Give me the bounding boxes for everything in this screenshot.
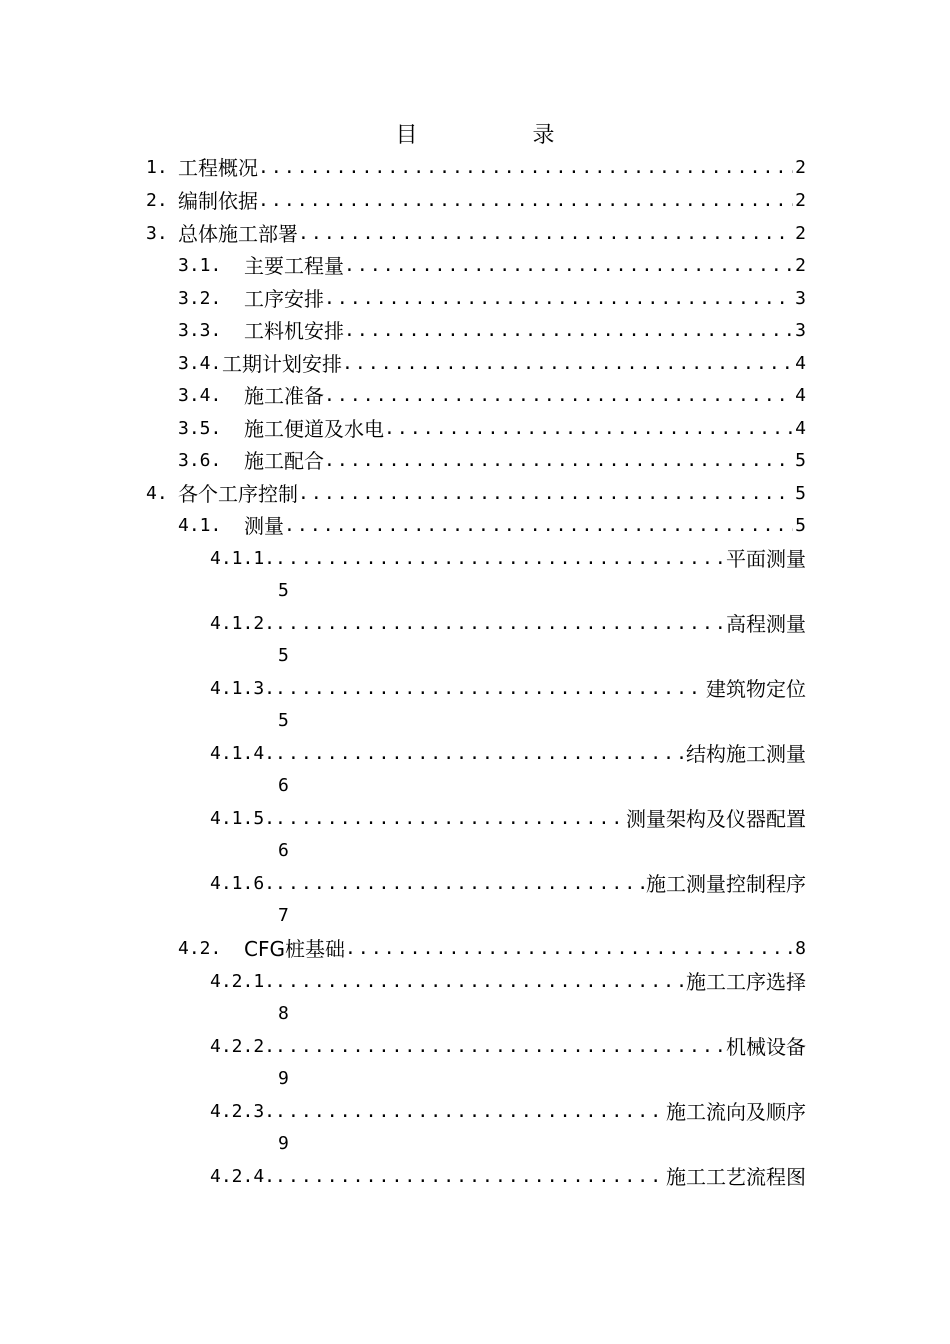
toc-entry[interactable] (210, 1031, 806, 1063)
toc-entry[interactable] (146, 152, 806, 184)
toc-entry-page: 6 (278, 775, 289, 796)
toc-entry-page: 9 (278, 1068, 289, 1089)
toc-entry-page: 5 (278, 710, 289, 731)
toc-entry[interactable] (146, 185, 806, 217)
toc-entry[interactable] (178, 380, 806, 412)
toc-entry-number: 4.1.5. (210, 808, 276, 829)
toc-entry-text: 结构施工测量 (686, 742, 806, 766)
toc-entry-text: 测量 (244, 514, 284, 538)
leader-dots (284, 510, 793, 542)
toc-entry-text: 施工便道及水电 (244, 417, 384, 441)
toc-entry-number: 2. (146, 190, 168, 211)
leader-dots (384, 413, 793, 445)
toc-entry[interactable] (178, 250, 806, 282)
toc-entry[interactable] (210, 543, 806, 575)
toc-entry-text: 工程概况 (178, 156, 258, 180)
leader-dots (298, 218, 793, 250)
leader-dots (345, 933, 793, 965)
toc-entry[interactable] (178, 933, 806, 965)
toc-entry-text: 工料机安排 (244, 319, 344, 343)
leader-dots (275, 1096, 664, 1128)
toc-entry[interactable] (146, 218, 806, 250)
toc-entry-number: 4.2.1. (210, 971, 276, 992)
toc-entry-number: 4.1.3. (210, 678, 276, 699)
toc-entry-text: 施工流向及顺序 (666, 1100, 806, 1124)
leader-dots (324, 283, 793, 315)
toc-entry-number: 4.2.4. (210, 1166, 276, 1187)
toc-entry-number: 3.2. (178, 288, 222, 309)
toc-entry-page: 2 (795, 255, 806, 276)
toc-entry[interactable] (210, 1096, 806, 1128)
toc-entry-text: 施工配合 (244, 449, 324, 473)
toc-entry-number: 3.3. (178, 320, 222, 341)
toc-entry-text: 高程测量 (726, 612, 806, 636)
toc-entry-text: 平面测量 (726, 547, 806, 571)
toc-entry-number: 4.2.3. (210, 1101, 276, 1122)
toc-entry-page: 4 (795, 385, 806, 406)
toc-entry-number: 3.4. (178, 385, 222, 406)
toc-title: 目 录 (395, 123, 609, 148)
leader-dots (275, 738, 684, 770)
toc-entry-number: 4.1.6. (210, 873, 276, 894)
leader-dots (344, 250, 793, 282)
toc-entry[interactable] (178, 413, 806, 445)
leader-dots (275, 868, 644, 900)
leader-dots (324, 445, 793, 477)
toc-entry-page: 2 (795, 157, 806, 178)
toc-entry-number: 4.1.4. (210, 743, 276, 764)
toc-entry-text: 建筑物定位 (706, 677, 806, 701)
toc-entry-number: 3.6. (178, 450, 222, 471)
toc-entry-text: 各个工序控制 (178, 482, 298, 506)
toc-entry-page: 2 (795, 223, 806, 244)
toc-entry-text: 工序安排 (244, 287, 324, 311)
leader-dots (275, 608, 724, 640)
leader-dots (342, 348, 793, 380)
toc-entry-text: 总体施工部署 (178, 222, 298, 246)
toc-entry-text: 施工工序选择 (686, 970, 806, 994)
toc-entry[interactable] (210, 966, 806, 998)
toc-entry-text: 机械设备 (726, 1035, 806, 1059)
toc-entry[interactable] (178, 348, 806, 380)
toc-entry[interactable] (178, 283, 806, 315)
toc-entry[interactable] (210, 1161, 806, 1193)
leader-dots (275, 1161, 664, 1193)
leader-dots (275, 543, 724, 575)
toc-entry-text: CFG桩基础 (244, 937, 345, 961)
toc-entry-text: 工期计划安排 (222, 352, 342, 376)
toc-entry-number: 4.1.2. (210, 613, 276, 634)
toc-entry[interactable] (210, 868, 806, 900)
toc-entry-number: 3.1. (178, 255, 222, 276)
toc-entry-number: 1. (146, 157, 168, 178)
toc-entry-number: 3.5. (178, 418, 222, 439)
toc-entry-text: 测量架构及仪器配置 (626, 807, 806, 831)
toc-entry[interactable] (210, 803, 806, 835)
toc-entry-page: 5 (795, 483, 806, 504)
toc-entry[interactable] (178, 510, 806, 542)
leader-dots (324, 380, 793, 412)
toc-entry-page: 3 (795, 320, 806, 341)
toc-entry-page: 7 (278, 905, 289, 926)
leader-dots (275, 673, 704, 705)
toc-entry-text: 编制依据 (178, 189, 258, 213)
leader-dots (275, 1031, 724, 1063)
toc-entry-page: 5 (278, 645, 289, 666)
toc-entry-number: 4.1. (178, 515, 222, 536)
toc-entry[interactable] (210, 738, 806, 770)
toc-entry-page: 4 (795, 418, 806, 439)
leader-dots (275, 966, 684, 998)
toc-entry-page: 5 (795, 515, 806, 536)
leader-dots (344, 315, 793, 347)
toc-entry[interactable] (210, 673, 806, 705)
toc-entry[interactable] (210, 608, 806, 640)
leader-dots (275, 803, 624, 835)
toc-entry-page: 6 (278, 840, 289, 861)
toc-entry-text: 施工准备 (244, 384, 324, 408)
toc-entry-page: 9 (278, 1133, 289, 1154)
toc-entry[interactable] (178, 445, 806, 477)
toc-entry-page: 5 (278, 580, 289, 601)
toc-entry-number: 3. (146, 223, 168, 244)
toc-entry-page: 5 (795, 450, 806, 471)
toc-entry-text: 施工工艺流程图 (666, 1165, 806, 1189)
toc-entry-number: 4.2. (178, 938, 222, 959)
leader-dots (258, 185, 793, 217)
toc-entry-number: 4.1.1. (210, 548, 276, 569)
toc-entry-page: 8 (278, 1003, 289, 1024)
toc-entry-page: 4 (795, 353, 806, 374)
toc-entry-text: 主要工程量 (244, 254, 344, 278)
toc-entry-number: 4. (146, 483, 168, 504)
toc-entry-number: 4.2.2. (210, 1036, 276, 1057)
toc-entry-number: 3.4. (178, 353, 222, 374)
toc-entry-text: 施工测量控制程序 (646, 872, 806, 896)
toc-entry[interactable] (178, 315, 806, 347)
toc-entry-page: 3 (795, 288, 806, 309)
toc-entry[interactable] (146, 478, 806, 510)
toc-entry-page: 2 (795, 190, 806, 211)
toc-entry-page: 8 (795, 938, 806, 959)
leader-dots (258, 152, 793, 184)
leader-dots (298, 478, 793, 510)
